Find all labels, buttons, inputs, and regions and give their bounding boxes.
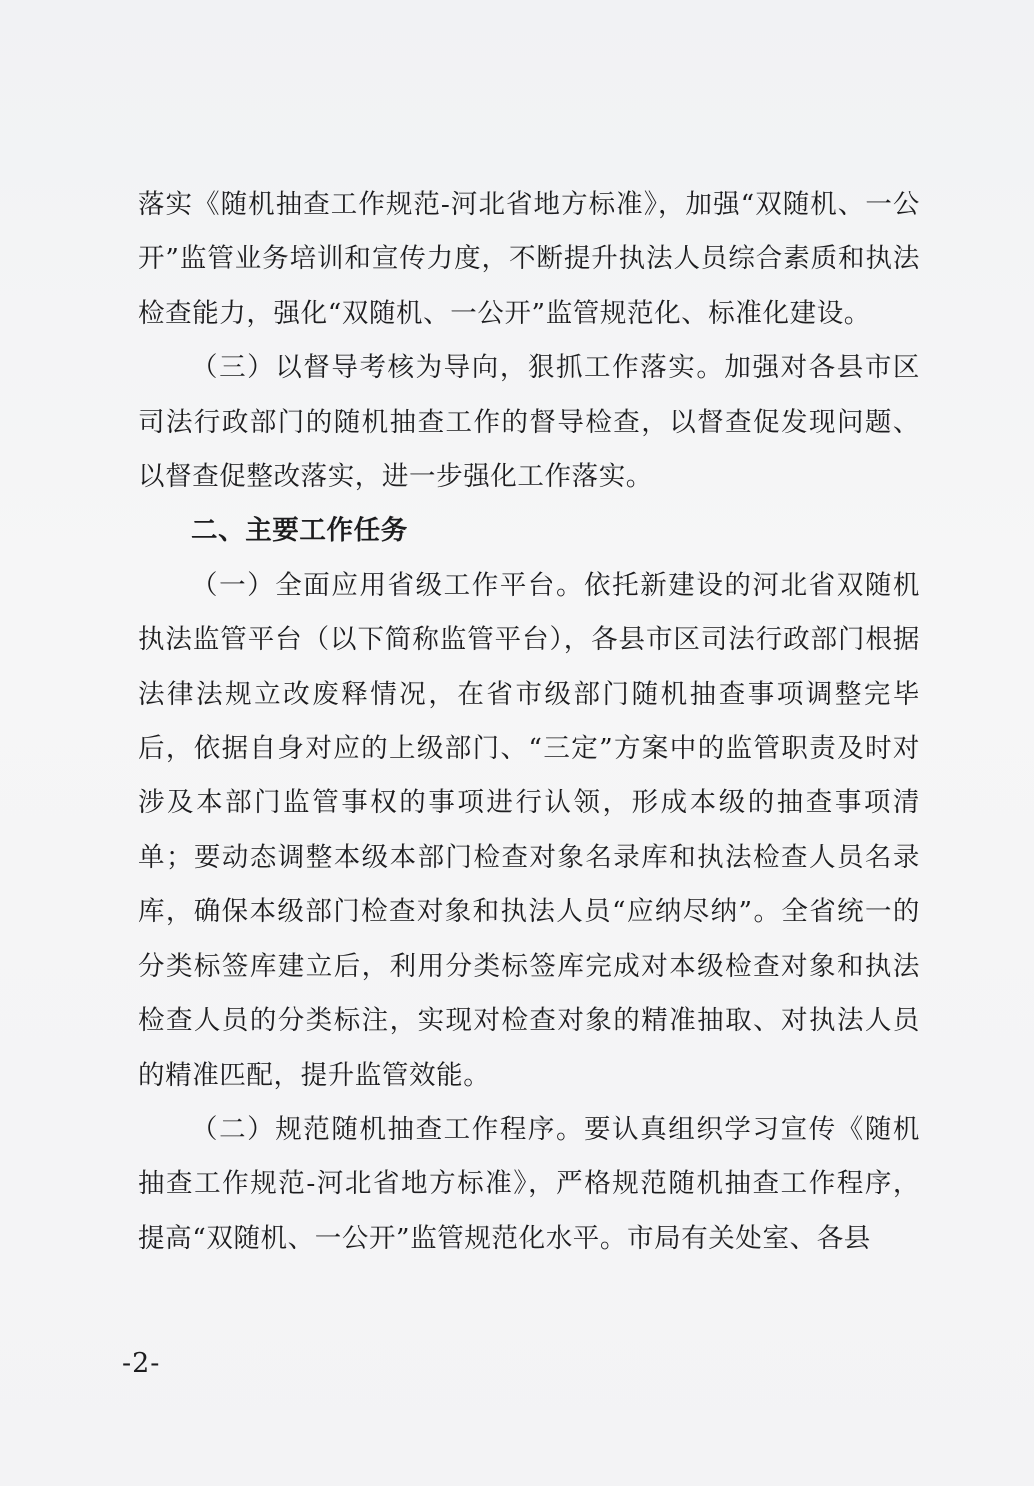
page-number: -2- bbox=[122, 1348, 161, 1379]
paragraph-supervision-assessment: （三）以督导考核为导向，狠抓工作落实。加强对各县市区司法行政部门的随机抽查工作的督导检查，以督查促发现问题、以督查促整改落实，进一步强化工作落实。 bbox=[138, 352, 920, 493]
section-heading-main-tasks: 二、主要工作任务 bbox=[191, 515, 408, 547]
document-body bbox=[138, 178, 920, 1266]
paragraph-provincial-platform: （一）全面应用省级工作平台。依托新建设的河北省双随机执法监管平台（以下简称监管平台），各县市区司法行政部门根据法律法规立改废释情况，在省市级部门随机抽查事项调整完毕后，依据自身对应的上级部门、“三定”方案中的监管职责及时对涉及本部门监管事权的事项进行认领，形成本级的抽查事项清单；要动态调整本级本部门检查对象名录库和执法检查人员名录库，确保本级部门检查对象和执法人员“应纳尽纳”。全省统一的分类标签库建立后，利用分类标签库完成对本级检查对象和执法检查人员的分类标注，实现对检查对象的精准抽取、对执法人员的精准匹配，提升监管效能。 bbox=[138, 569, 920, 1091]
paragraph-continuation: 落实《随机抽查工作规范-河北省地方标准》，加强“双随机、一公开”监管业务培训和宣传力度，不断提升执法人员综合素质和执法检查能力，强化“双随机、一公开”监管规范化、标准化建设。 bbox=[138, 189, 920, 329]
paragraph-standardize-procedure: （二）规范随机抽查工作程序。要认真组织学习宣传《随机抽查工作规范-河北省地方标准》，严格规范随机抽查工作程序，提高“双随机、一公开”监管规范化水平。市局有关处室、各县 bbox=[138, 1113, 920, 1254]
